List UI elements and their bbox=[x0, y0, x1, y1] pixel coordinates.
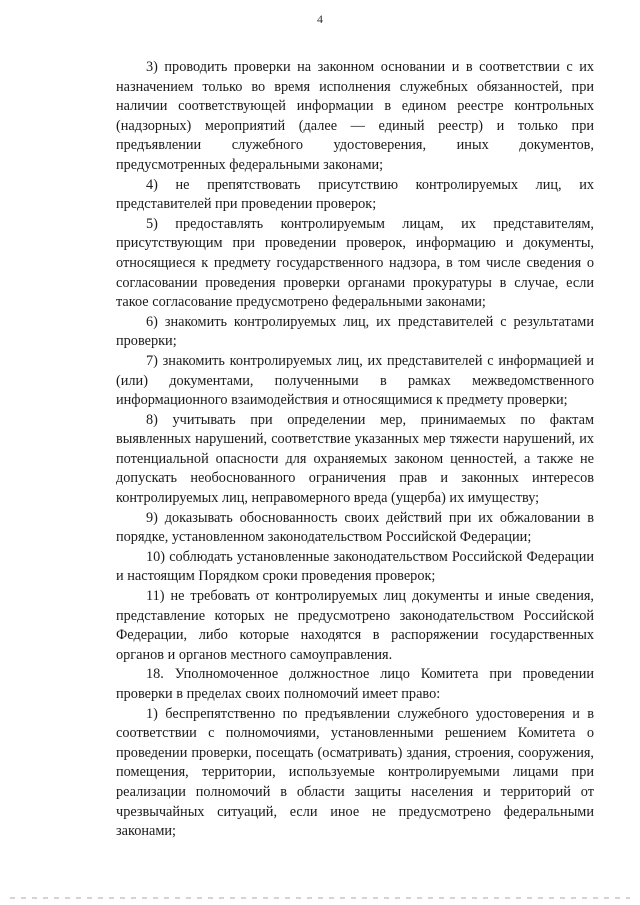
paragraph-item-9: 9) доказывать обоснованность своих действий при их обжаловании в порядке, установленном законодательством Российской Федерации; bbox=[116, 509, 594, 546]
section-18-intro: 18. Уполномоченное должностное лицо Комитета при проведении проверки в пределах своих полномочий имеет право: bbox=[116, 666, 594, 702]
paragraph-item-6: 6) знакомить контролируемых лиц, их представителей с результатами проверки; bbox=[116, 313, 594, 350]
paragraph-item-4: 4) не препятствовать присутствию контролируемых лиц, их представителей при проведении проверок; bbox=[116, 176, 594, 213]
section-18-item-1: 1) беспрепятственно по предъявлении служебного удостоверения и в соответствии с полномочиями, установленными решением Комитета о проведении проверки, посещать (осматривать) здания, строения, сооружения, помещения, территории, используемые контролируемыми лицами при реализации полномочий в области защиты населения и территорий от чрезвычайных ситуаций, если иное не предусмотрено федеральными законами; bbox=[116, 705, 594, 840]
paragraph-item-8: 8) учитывать при определении мер, принимаемых по фактам выявленных нарушений, соответствие указанных мер тяжести нарушений, их потенциальной опасности для охраняемых законом ценностей, а также не допускать необоснованного ограничения прав и законных интересов контролируемых лиц, неправомерного вреда (ущерба) их имуществу; bbox=[116, 411, 594, 507]
page-number: 4 bbox=[317, 12, 323, 26]
paragraph-item-10: 10) соблюдать установленные законодательством Российской Федерации и настоящим Порядком сроки проведения проверок; bbox=[116, 548, 594, 585]
paragraph-item-5: 5) предоставлять контролируемым лицам, их представителям, присутствующим при проведении проверок, информацию и документы, относящиеся к предмету государственного надзора, в том числе сведения о согласовании проведения проверки органами прокуратуры в случае, если такое согласование предусмотрено федеральными законами; bbox=[116, 215, 594, 311]
scan-edge-artifact bbox=[10, 897, 630, 899]
paragraph-item-3: 3) проводить проверки на законном основании и в соответствии с их назначением только во время исполнения служебных обязанностей, при наличии соответствующей информации в едином реестре контрольных (надзорных) мероприятий (далее — единый реестр) и только при предъявлении служебного удостоверения, иных документов, предусмотренных федеральными законами; bbox=[116, 59, 594, 173]
paragraph-item-7: 7) знакомить контролируемых лиц, их представителей с информацией и (или) документами, полученными в рамках межведомственного информационного взаимодействия и относящимися к предмету проверки; bbox=[116, 352, 594, 409]
document-body bbox=[116, 58, 594, 842]
paragraph-item-11: 11) не требовать от контролируемых лиц документы и иные сведения, представление которых не предусмотрено законодательством Российской Федерации, либо которые находятся в распоряжении государственных органов и органов местного самоуправления. bbox=[116, 588, 594, 663]
